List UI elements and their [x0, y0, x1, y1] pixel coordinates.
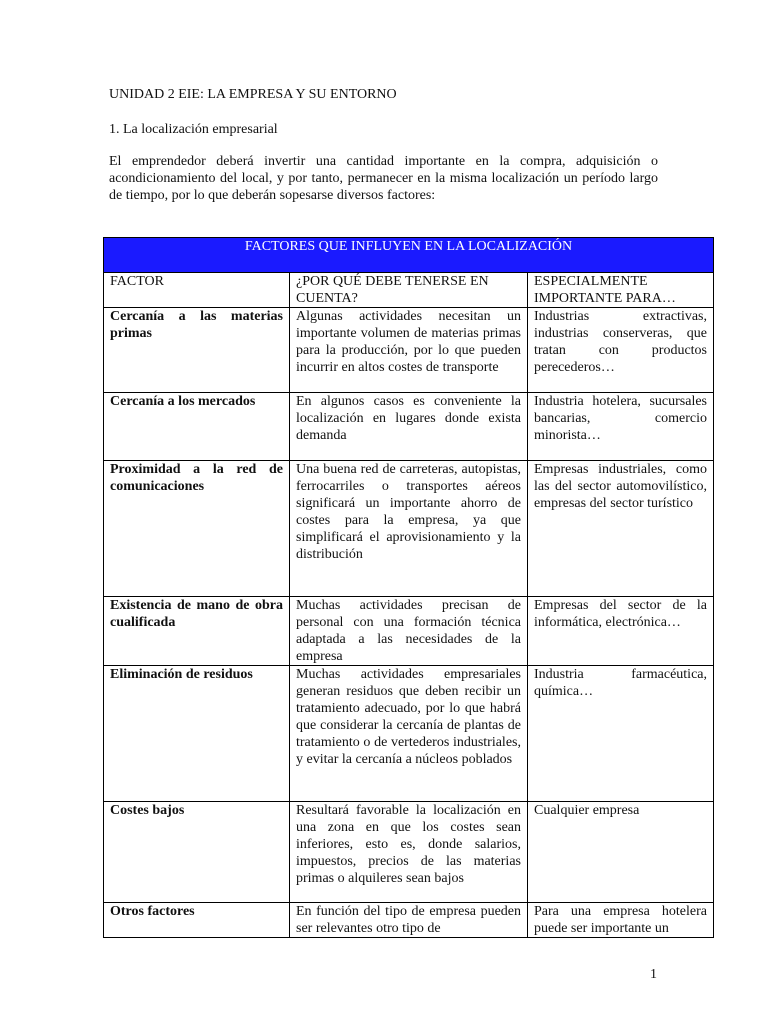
- factor-cell: Cercanía a las materias primas: [104, 308, 290, 393]
- header-reason: ¿POR QUÉ DEBE TENERSE EN CUENTA?: [290, 273, 528, 308]
- important-for-cell: Industria farmacéutica, química…: [528, 666, 714, 802]
- reason-cell: Muchas actividades empresariales generan residuos que deben recibir un tratamiento adecuado, por lo que habrá que considerar la cercanía de plantas de tratamiento o de vertederos industriales, y evitar la cercanía a núcleos poblados: [290, 666, 528, 802]
- header-important-for: ESPECIALMENTE IMPORTANTE PARA…: [528, 273, 714, 308]
- important-for-cell: Para una empresa hotelera puede ser importante un: [528, 903, 714, 938]
- important-for-cell: Empresas industriales, como las del sector automovilístico, empresas del sector turístico: [528, 461, 714, 597]
- page-title: UNIDAD 2 EIE: LA EMPRESA Y SU ENTORNO: [109, 87, 397, 102]
- important-for-cell: Industria hotelera, sucursales bancarias, comercio minorista…: [528, 393, 714, 461]
- table-row: [104, 308, 714, 393]
- factors-table: [103, 237, 714, 938]
- factor-cell: Cercanía a los mercados: [104, 393, 290, 461]
- page-number: 1: [650, 967, 657, 982]
- factor-cell: Otros factores: [104, 903, 290, 938]
- reason-cell: Algunas actividades necesitan un importante volumen de materias primas para la producción, por lo que pueden incurrir en altos costes de transporte: [290, 308, 528, 393]
- reason-cell: En algunos casos es conveniente la localización en lugares donde exista demanda: [290, 393, 528, 461]
- important-for-cell: Empresas del sector de la informática, electrónica…: [528, 597, 714, 666]
- reason-cell: Muchas actividades precisan de personal con una formación técnica adaptada a las necesidades de la empresa: [290, 597, 528, 666]
- table-row: [104, 666, 714, 802]
- table-header-row: [104, 273, 714, 308]
- factor-cell: Eliminación de residuos: [104, 666, 290, 802]
- table-row: [104, 802, 714, 903]
- table-banner-row: [104, 238, 714, 273]
- reason-cell: Resultará favorable la localización en una zona en que los costes sean inferiores, esto es, donde salarios, impuestos, precios de las materias primas o alquileres sean bajos: [290, 802, 528, 903]
- factor-cell: Costes bajos: [104, 802, 290, 903]
- important-for-cell: Cualquier empresa: [528, 802, 714, 903]
- factor-cell: Existencia de mano de obra cualificada: [104, 597, 290, 666]
- section-heading: 1. La localización empresarial: [109, 122, 278, 137]
- table-row: [104, 461, 714, 597]
- header-factor: FACTOR: [104, 273, 290, 308]
- table-row: [104, 393, 714, 461]
- table-row: [104, 597, 714, 666]
- important-for-cell: Industrias extractivas, industrias conserveras, que tratan con productos perecederos…: [528, 308, 714, 393]
- table-banner: FACTORES QUE INFLUYEN EN LA LOCALIZACIÓN: [104, 238, 714, 273]
- reason-cell: Una buena red de carreteras, autopistas, ferrocarriles o transportes aéreos significará un importante ahorro de costes para la empresa, ya que simplificará el aprovisionamiento y la distribución: [290, 461, 528, 597]
- table-row: [104, 903, 714, 938]
- factor-cell: Proximidad a la red de comunicaciones: [104, 461, 290, 597]
- reason-cell: En función del tipo de empresa pueden ser relevantes otro tipo de: [290, 903, 528, 938]
- intro-paragraph: El emprendedor deberá invertir una cantidad importante en la compra, adquisición o acondicionamiento del local, y por tanto, permanecer en la misma localización un período largo de tiempo, por lo que deberán sopesarse diversos factores:: [109, 154, 658, 203]
